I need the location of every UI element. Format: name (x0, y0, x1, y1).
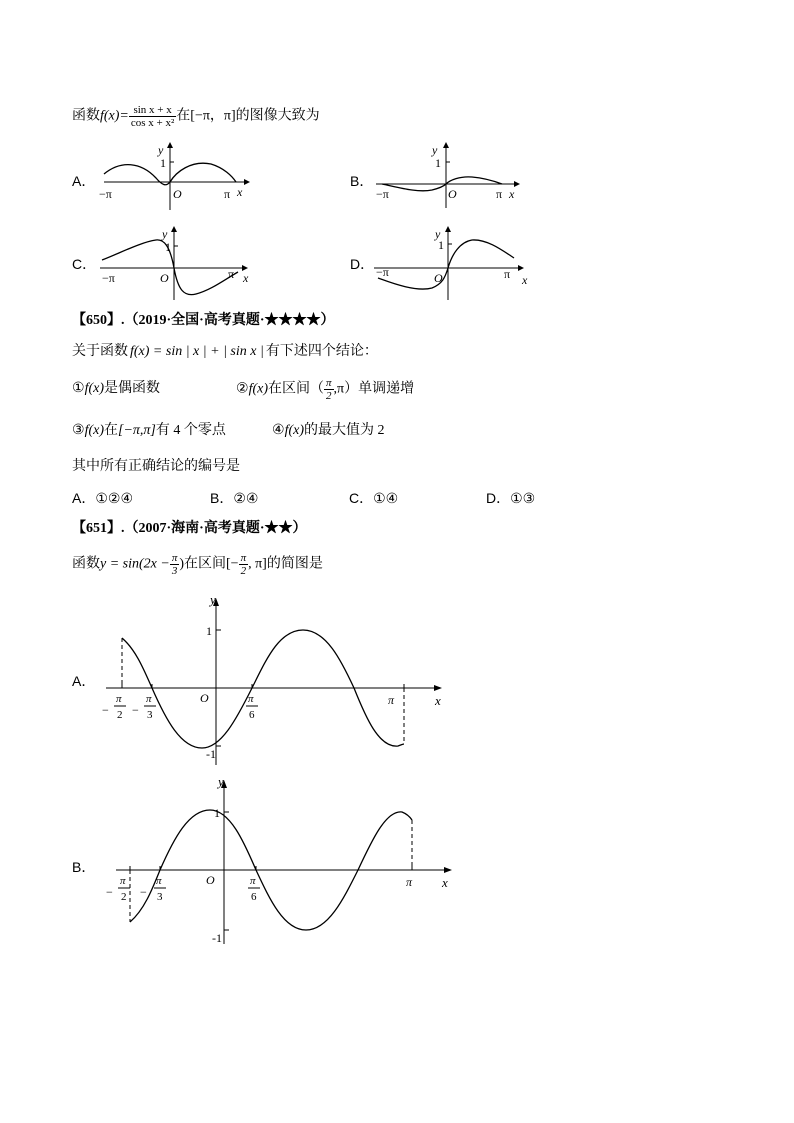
conclusion-2-text1: 在区间（ (268, 381, 324, 397)
pi-label: π (388, 693, 395, 707)
answer-c-value: ①④ (373, 492, 399, 507)
curve (122, 630, 404, 748)
pi-label: π (228, 267, 235, 281)
q650-conclusion-1 (72, 380, 160, 398)
conclusion-4-num: ④ (272, 423, 285, 438)
answer-d-value: ①③ (510, 492, 536, 507)
origin-label: O (173, 187, 182, 201)
q649-option-b-label: B． (350, 173, 374, 189)
origin-label: O (448, 187, 457, 201)
q650-answer-b[interactable] (210, 489, 258, 509)
q651-frac1 (170, 552, 180, 577)
one-label: 1 (438, 238, 444, 252)
q649-fname: f(x)= (100, 108, 129, 124)
y-label: y (158, 143, 164, 157)
conclusion-3-f: f(x) (84, 423, 104, 438)
pi-sixth-den: 6 (249, 709, 255, 721)
conclusion-2-frac (324, 377, 334, 402)
y-axis-arrow-icon (167, 142, 173, 148)
one-label: 1 (214, 806, 220, 820)
x-axis-arrow-icon (514, 181, 520, 187)
conclusion-3-text1: 在 (104, 423, 118, 438)
one-label: 1 (206, 624, 212, 638)
neg-pi-third-num: π (156, 875, 162, 887)
q650-stem-prefix: 关于函数 (72, 344, 128, 359)
neg-pi-third-minus: − (140, 885, 147, 899)
frac-den: 2 (240, 565, 247, 577)
q651-option-a-label: A． (72, 673, 96, 689)
pi-sixth-den: 6 (251, 891, 257, 903)
y-axis-arrow-icon (443, 142, 449, 148)
x-axis-arrow-icon (434, 685, 442, 691)
y-label: y (435, 227, 441, 241)
x-label: x (435, 693, 441, 708)
q650-answer-c[interactable] (349, 489, 398, 509)
x-axis-arrow-icon (518, 265, 524, 271)
frac-num: π (326, 377, 332, 389)
conclusion-3-text2: 有 4 个零点 (155, 423, 226, 438)
q649-prefix: 函数 (72, 108, 100, 124)
y-axis-arrow-icon (171, 226, 177, 232)
neg-pi-half-den: 2 (121, 891, 127, 903)
neg-pi-third-den: 3 (147, 709, 153, 721)
q651-header: 【651】.（2007·海南·高考真题·★★） (72, 521, 307, 536)
conclusion-1-text: 是偶函数 (104, 381, 160, 396)
y-label: y (432, 143, 438, 157)
q650-ask: 其中所有正确结论的编号是 (72, 459, 240, 474)
q649-graph-a (96, 140, 256, 210)
pi-label: π (504, 267, 511, 281)
pi-label: π (406, 875, 413, 889)
q651-option-b-label: B． (72, 859, 96, 875)
conclusion-4-text: 的最大值为 2 (304, 423, 385, 438)
neg-pi-third-num: π (146, 693, 152, 705)
answer-a-label: A． (72, 490, 96, 506)
q649-suffix: 在[−π，π]的图像大致为 (176, 108, 320, 124)
pi-label: π (224, 187, 231, 201)
x-label: x (522, 273, 528, 287)
pi-sixth-num: π (248, 693, 254, 705)
neg-pi-half-num: π (116, 693, 122, 705)
one-label: 1 (160, 156, 166, 170)
pi-label: π (496, 187, 503, 201)
q649-graph-d (372, 222, 532, 300)
q651-graph-a (96, 590, 456, 770)
y-axis-arrow-icon (445, 226, 451, 232)
origin-label: O (434, 271, 443, 285)
origin-label: O (200, 691, 209, 705)
frac-num: π (171, 552, 178, 564)
q651-frac2 (239, 552, 249, 577)
conclusion-1-num: ① (72, 381, 85, 396)
q649-fraction (129, 104, 176, 129)
x-axis-arrow-icon (244, 179, 250, 185)
neg-pi-third-den: 3 (157, 891, 163, 903)
neg-pi-half-minus: − (102, 703, 109, 717)
q650-stem-formula: f(x) = sin | x | + | sin x | (130, 344, 264, 359)
x-label: x (243, 271, 249, 285)
answer-a-value: ①②④ (95, 492, 133, 507)
neg-pi-label: −π (376, 187, 389, 201)
q649-option-d-label: D． (350, 256, 375, 272)
q651-stem-prefix: 函数 (72, 556, 100, 572)
answer-d-label: D． (486, 490, 511, 506)
q651-stem-end: , π]的简图是 (248, 556, 323, 572)
conclusion-2-text2: ,π）单调递增 (333, 381, 415, 397)
one-label: 1 (165, 240, 171, 254)
q650-conclusion-3 (72, 422, 226, 440)
neg-pi-half-minus: − (106, 885, 113, 899)
conclusion-2-f: f(x) (248, 381, 268, 397)
answer-c-label: C． (349, 490, 374, 506)
q649-option-a-label: A． (72, 173, 96, 189)
frac-den: 2 (326, 390, 332, 402)
conclusion-4-f: f(x) (284, 423, 304, 438)
pi-sixth-num: π (250, 875, 256, 887)
q651-graph-b (96, 772, 456, 952)
answer-b-label: B． (210, 490, 234, 506)
one-label: 1 (435, 156, 441, 170)
neg-pi-third-minus: − (132, 703, 139, 717)
q651-stem-mid: )在区间[− (179, 556, 239, 572)
x-axis-arrow-icon (444, 867, 452, 873)
curve (378, 240, 514, 289)
frac-num: π (240, 552, 247, 564)
q649-graph-c (96, 222, 256, 300)
q649-stem (72, 104, 320, 129)
neg-one-label: -1 (206, 747, 216, 761)
x-label: x (509, 187, 515, 201)
conclusion-1-f: f(x) (84, 381, 104, 396)
neg-pi-label: −π (99, 187, 112, 201)
q651-stem (72, 552, 323, 577)
q650-conclusion-2 (236, 377, 414, 402)
conclusion-3-num: ③ (72, 423, 85, 438)
q649-frac-num: sin x + x (129, 104, 176, 117)
q650-stem (72, 343, 378, 361)
conclusion-3-interval: [−π,π] (118, 423, 156, 438)
q651-formula: y = sin(2x − (100, 556, 170, 572)
x-label: x (237, 185, 243, 199)
q649-frac-den: cos x + x² (130, 117, 175, 129)
origin-label: O (160, 271, 169, 285)
x-label: x (442, 875, 448, 890)
y-label: y (210, 592, 216, 607)
origin-label: O (206, 873, 215, 887)
neg-pi-half-den: 2 (117, 709, 123, 721)
q649-option-c-label: C． (72, 256, 97, 272)
neg-one-label: -1 (212, 931, 222, 945)
neg-pi-label: −π (376, 265, 389, 279)
q650-stem-suffix: 有下述四个结论： (265, 344, 378, 359)
q649-graph-b (372, 140, 532, 210)
q650-header: 【650】.（2019·全国·高考真题·★★★★） (72, 313, 335, 328)
y-label: y (162, 227, 168, 241)
y-label: y (218, 774, 224, 789)
conclusion-2-num: ② (236, 381, 249, 397)
answer-b-value: ②④ (233, 492, 259, 507)
q650-answer-d[interactable] (486, 489, 535, 509)
neg-pi-half-num: π (120, 875, 126, 887)
q650-answer-a[interactable] (72, 489, 133, 509)
frac-den: 3 (171, 565, 178, 577)
q650-conclusion-4 (272, 422, 385, 440)
neg-pi-label: −π (102, 271, 115, 285)
